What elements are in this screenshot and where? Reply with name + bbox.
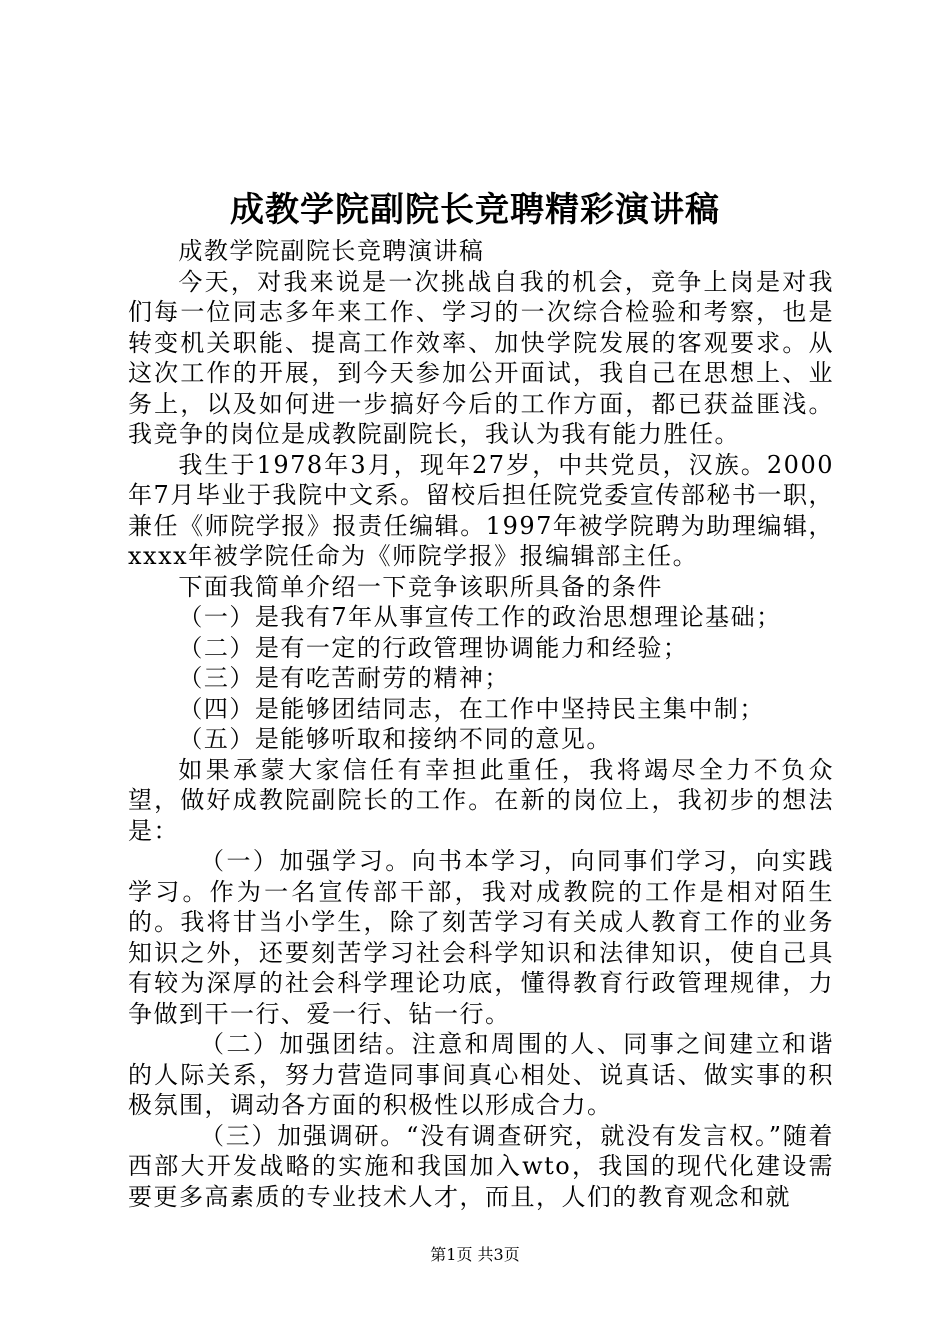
condition-item-2: （二）是有一定的行政管理协调能力和经验； [178,633,689,662]
condition-item-3: （三）是有吃苦耐劳的精神； [178,664,510,692]
condition-item-5: （五）是能够听取和接纳不同的意见。 [178,725,612,753]
subtitle-paragraph: 成教学院副院长竞聘演讲稿 [178,237,485,265]
plan-intro-paragraph: 如果承蒙大家信任有幸担此重任，我将竭尽全力不负众望，做好成教院副院长的工作。在新的岗位上，我初步的想法是： [128,755,834,845]
plan-item-study: （一）加强学习。向书本学习，向同事们学习，向实践学习。作为一名宣传部干部，我对成教院的工作是相对陌生的。我将甘当小学生，除了刻苦学习有关成人教育工作的业务知识之外，还要刻苦学习社会科学知识和法律知识，使自己具有较为深厚的社会科学理论功底，懂得教育行政管理规律，力争做到干一行、爱一行、钻一行。 [128,847,834,1028]
intro-paragraph: 今天，对我来说是一次挑战自我的机会，竞争上岗是对我们每一位同志多年来工作、学习的一次综合检验和考察，也是转变机关职能、提高工作效率、加快学院发展的客观要求。从这次工作的开展，到今天参加公开面试，我自己在思想上、业务上，以及如何进一步搞好今后的工作方面，都已获益匪浅。我竞争的岗位是成教院副院长，我认为我有能力胜任。 [128,267,834,448]
condition-item-1: （一）是我有7年从事宣传工作的政治思想理论基础； [178,603,782,631]
document-body [128,236,834,1212]
bio-paragraph: 我生于1978年3月，现年27岁，中共党员，汉族。2000年7月毕业于我院中文系。留校后担任院党委宣传部秘书一职，兼任《师院学报》报责任编辑。1997年被学院聘为助理编辑，xxxx年被学院任命为《师院学报》报编辑部主任。 [128,450,834,570]
plan-item-research: （三）加强调研。“没有调查研究，就没有发言权。”随着西部大开发战略的实施和我国加入wto，我国的现代化建设需要更多高素质的专业技术人才，而且，人们的教育观念和就 [128,1121,834,1211]
condition-item-4: （四）是能够团结同志，在工作中坚持民主集中制； [178,694,765,723]
page-number-footer: 第1页 共3页 [430,1245,520,1264]
plan-item-unity: （二）加强团结。注意和周围的人、同事之间建立和谐的人际关系，努力营造同事间真心相处、说真话、做实事的积极氛围，调动各方面的积极性以形成合力。 [128,1030,834,1119]
document-title: 成教学院副院长竞聘精彩演讲稿 [230,190,720,230]
conditions-intro-paragraph: 下面我简单介绍一下竞争该职所具备的条件 [178,572,663,601]
